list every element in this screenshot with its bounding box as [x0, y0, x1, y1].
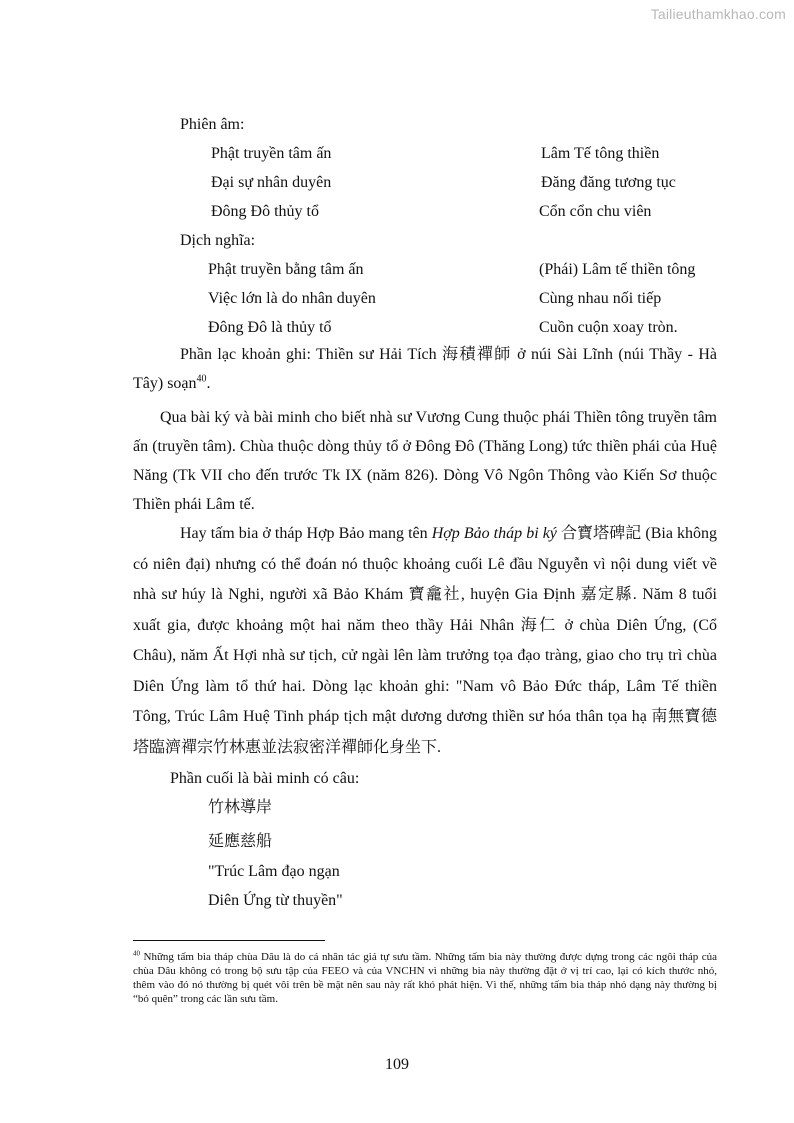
- phien-am-line-1-left: Phật truyền tâm ấn: [211, 145, 332, 162]
- minh-viet-line-2: Diên Ứng từ thuyền": [208, 892, 343, 909]
- hop-bao-title: Hợp Bảo tháp bi ký: [431, 525, 557, 542]
- minh-intro: Phần cuối là bài minh có câu:: [170, 770, 360, 787]
- dich-nghia-line-3-left: Đông Đô là thủy tổ: [208, 319, 332, 336]
- dich-nghia-line-1-left: Phật truyền bằng tâm ấn: [208, 261, 364, 278]
- phien-am-line-2-right: Đăng đăng tương tục: [541, 174, 676, 191]
- lac-khoan-paragraph: [133, 340, 717, 398]
- hop-bao-text-after: 合寶塔碑記 (Bia không có niên đại) nhưng có thể đoán nó thuộc khoảng cuối Lê đầu Nguyễn vì nội dung viết về nhà sư húy là Nghi, người xã Bảo Khám 寶龕社, huyện Gia Định 嘉定縣. Năm 8 tuổi xuất gia, được khoảng một hai năm theo thầy Hải Nhân 海仁 ở chùa Diên Ứng, (Cổ Châu), năm Ất Hợi nhà sư tịch, cử ngài lên làm trưởng tọa đạo tràng, giao cho trụ trì chùa Diên Ứng làm tổ thứ hai. Dòng lạc khoản ghi: "Nam vô Bảo Đức tháp, Lâm Tế thiền Tông, Trúc Lâm Huệ Tinh pháp tịch mật dương dương thiền sư hóa thân tọa hạ 南無寶德塔臨濟禪宗竹林惠並法寂密洋禪師化身坐下.: [133, 525, 717, 756]
- phien-am-line-1-right: Lâm Tế tông thiền: [541, 145, 660, 162]
- footnote-text: Những tấm bia tháp chùa Dâu là do cá nhân tác giả tự sưu tầm. Những tấm bia này thường được dựng trong các ngôi tháp của chùa Dâu không có trong bộ sưu tập của FEEO và của VNCHN vì những bia này thường đặt ở vị trí cao, lại có kích thước nhỏ, thêm vào đó nó thường bị quét vôi trên bề mặt nên sau này rất khó phát hiện. Vì thế, những tấm bia tháp nhỏ dạng này thường bị “bỏ quên” trong các lần sưu tầm.: [133, 951, 717, 1005]
- dich-nghia-line-3-right: Cuồn cuộn xoay tròn.: [539, 319, 678, 336]
- hop-bao-text-before: Hay tấm bia ở tháp Hợp Bảo mang tên: [180, 525, 432, 542]
- phien-am-line-3-left: Đông Đô thủy tổ: [211, 203, 319, 220]
- dich-nghia-line-2-right: Cùng nhau nối tiếp: [539, 290, 662, 307]
- page-number: 109: [385, 1056, 409, 1073]
- minh-viet-line-1: "Trúc Lâm đạo ngạn: [208, 863, 340, 880]
- paragraph-hop-bao: [133, 519, 717, 763]
- paragraph-vuong-cung: Qua bài ký và bài minh cho biết nhà sư Vương Cung thuộc phái Thiền tông truyền tâm ấn (truyền tâm). Chùa thuộc dòng thủy tổ ở Đông Đô (Thăng Long) tức thiền phái của Huệ Năng (Tk VII cho đến trước Tk IX (năm 826). Dòng Vô Ngôn Thông vào Kiến Sơ thuộc Thiền phái Lâm tế.: [133, 409, 717, 513]
- footnote-number: 40: [133, 949, 140, 958]
- dich-nghia-line-2-left: Việc lớn là do nhân duyên: [208, 290, 376, 307]
- phien-am-label: Phiên âm:: [180, 116, 245, 133]
- phien-am-line-3-right: Cổn cổn chu viên: [539, 203, 652, 220]
- minh-han-line-1: 竹林導岸: [208, 799, 273, 816]
- lac-khoan-end: .: [206, 375, 211, 392]
- watermark: Tailieuthamkhao.com: [650, 6, 786, 22]
- dich-nghia-line-1-right: (Phái) Lâm tế thiền tông: [539, 261, 696, 278]
- minh-han-line-2: 延應慈船: [208, 833, 273, 850]
- phien-am-line-2-left: Đại sự nhân duyên: [211, 174, 332, 191]
- footnote-separator: [133, 940, 325, 941]
- lac-khoan-text: Phần lạc khoản ghi: Thiền sư Hải Tích 海積禪師 ở núi Sài Lĩnh (núi Thầy - Hà Tây) soạn: [133, 346, 717, 392]
- dich-nghia-label: Dịch nghĩa:: [180, 232, 256, 249]
- footnote-ref[interactable]: 40: [196, 373, 207, 385]
- footnote: [133, 950, 717, 1006]
